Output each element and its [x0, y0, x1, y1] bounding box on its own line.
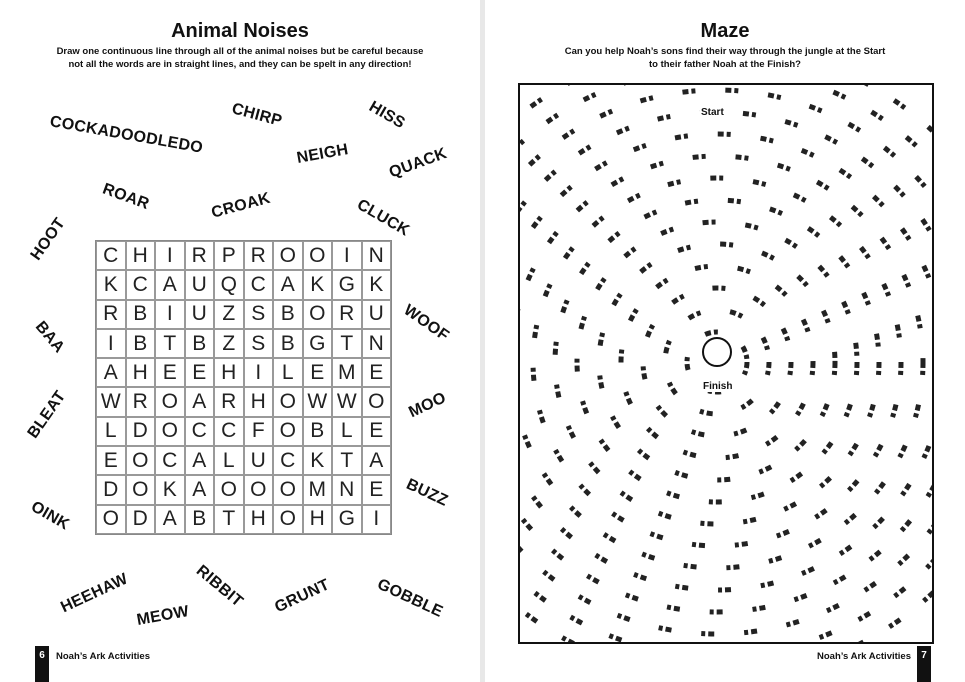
animal-word: CLUCK [354, 196, 413, 240]
animal-word: HOOT [27, 214, 69, 264]
grid-cell[interactable]: I [155, 241, 185, 270]
animal-word: RIBBIT [192, 562, 247, 611]
grid-cell[interactable]: S [244, 329, 274, 358]
grid-cell[interactable]: E [362, 475, 392, 504]
left-page [0, 0, 480, 682]
grid-cell[interactable]: W [303, 387, 333, 416]
grid-cell[interactable]: E [185, 358, 215, 387]
grid-cell[interactable]: B [273, 329, 303, 358]
page-title: Animal Noises [171, 20, 309, 42]
grid-cell[interactable]: H [126, 358, 156, 387]
grid-cell[interactable]: B [185, 329, 215, 358]
grid-cell[interactable]: W [96, 387, 126, 416]
footer-text: Noah’s Ark Activities [817, 651, 911, 662]
animal-word: BUZZ [403, 475, 451, 510]
grid-cell[interactable]: T [214, 505, 244, 534]
grid-cell[interactable]: K [303, 446, 333, 475]
grid-cell[interactable]: L [273, 358, 303, 387]
grid-cell[interactable]: I [96, 329, 126, 358]
start-label: Start [701, 107, 724, 118]
grid-cell[interactable]: A [185, 387, 215, 416]
grid-cell[interactable]: F [244, 417, 274, 446]
instruction-line: not all the words are in straight lines, and they can be spelt in any direction! [68, 59, 412, 70]
instructions [0, 45, 480, 71]
animal-word: COCKADOODLEDO [48, 113, 205, 157]
grid-cell[interactable]: D [96, 475, 126, 504]
grid-cell[interactable]: U [362, 300, 392, 329]
grid-cell[interactable]: K [362, 270, 392, 299]
animal-word: QUACK [386, 144, 450, 182]
grid-cell[interactable]: E [303, 358, 333, 387]
maze-drawing [520, 85, 932, 642]
grid-cell[interactable]: M [303, 475, 333, 504]
grid-cell[interactable]: C [273, 446, 303, 475]
animal-word: ROAR [100, 180, 152, 214]
grid-cell[interactable]: O [126, 446, 156, 475]
grid-cell[interactable]: O [303, 241, 333, 270]
grid-cell[interactable]: O [155, 387, 185, 416]
grid-cell[interactable]: B [303, 417, 333, 446]
grid-cell[interactable]: A [155, 270, 185, 299]
grid-cell[interactable]: E [155, 358, 185, 387]
animal-word: GRUNT [272, 576, 333, 617]
grid-cell[interactable]: L [332, 417, 362, 446]
grid-cell[interactable]: I [362, 505, 392, 534]
grid-cell[interactable]: H [126, 241, 156, 270]
grid-cell[interactable]: H [214, 358, 244, 387]
animal-word: MEOW [135, 602, 191, 629]
grid-cell[interactable]: M [332, 358, 362, 387]
grid-cell[interactable]: K [303, 270, 333, 299]
grid-cell[interactable]: U [244, 446, 274, 475]
grid-cell[interactable]: U [185, 300, 215, 329]
page-title: Maze [700, 20, 750, 42]
grid-cell[interactable]: Q [214, 270, 244, 299]
grid-cell[interactable]: A [96, 358, 126, 387]
grid-cell[interactable]: O [362, 387, 392, 416]
grid-cell[interactable]: G [303, 329, 333, 358]
grid-cell[interactable]: Z [214, 329, 244, 358]
grid-cell[interactable]: C [155, 446, 185, 475]
right-page [485, 0, 965, 682]
grid-cell[interactable]: U [185, 270, 215, 299]
grid-cell[interactable]: E [362, 417, 392, 446]
grid-cell[interactable]: T [155, 329, 185, 358]
word-search-grid[interactable] [95, 240, 392, 535]
animal-word: HEEHAW [58, 570, 131, 617]
animal-word: CROAK [209, 189, 273, 222]
grid-cell[interactable]: W [332, 387, 362, 416]
grid-cell[interactable]: H [303, 505, 333, 534]
grid-cell[interactable]: R [332, 300, 362, 329]
animal-word: CHIRP [229, 100, 284, 130]
instructions [485, 45, 965, 71]
grid-cell[interactable]: H [244, 387, 274, 416]
grid-cell[interactable]: I [155, 300, 185, 329]
grid-cell[interactable]: N [362, 329, 392, 358]
grid-cell[interactable]: C [214, 417, 244, 446]
animal-word: WOOF [400, 301, 452, 345]
grid-cell[interactable]: A [155, 505, 185, 534]
grid-cell[interactable]: K [155, 475, 185, 504]
animal-word: HISS [366, 98, 408, 133]
animal-word: BAA [31, 318, 68, 357]
grid-cell[interactable]: B [273, 300, 303, 329]
grid-cell[interactable]: O [244, 475, 274, 504]
grid-cell[interactable]: E [96, 446, 126, 475]
grid-cell[interactable]: N [362, 241, 392, 270]
animal-word: OINK [28, 498, 73, 534]
grid-cell[interactable]: D [126, 417, 156, 446]
grid-cell[interactable]: C [244, 270, 274, 299]
grid-cell[interactable]: T [332, 329, 362, 358]
grid-cell[interactable]: A [273, 270, 303, 299]
grid-cell[interactable]: P [214, 241, 244, 270]
grid-cell[interactable]: O [214, 475, 244, 504]
grid-cell[interactable]: A [362, 446, 392, 475]
instruction-line: to their father Noah at the Finish? [648, 59, 801, 70]
grid-cell[interactable]: D [126, 505, 156, 534]
grid-cell[interactable]: B [185, 505, 215, 534]
grid-cell[interactable]: R [126, 387, 156, 416]
footer [485, 646, 965, 682]
grid-cell[interactable]: R [214, 387, 244, 416]
grid-cell[interactable]: I [244, 358, 274, 387]
animal-word: GOBBLE [374, 575, 446, 621]
instruction-line: Draw one continuous line through all of the animal noises but be careful because [56, 46, 424, 57]
grid-cell[interactable]: R [185, 241, 215, 270]
grid-cell[interactable]: O [273, 417, 303, 446]
grid-cell[interactable]: R [244, 241, 274, 270]
grid-cell[interactable]: L [96, 417, 126, 446]
grid-cell[interactable]: A [185, 446, 215, 475]
grid-cell[interactable]: G [332, 505, 362, 534]
animal-word: NEIGH [295, 141, 350, 167]
grid-cell[interactable]: O [273, 475, 303, 504]
footer [0, 646, 480, 682]
grid-cell[interactable]: C [96, 241, 126, 270]
grid-cell[interactable]: C [126, 270, 156, 299]
grid-cell[interactable]: K [96, 270, 126, 299]
grid-cell[interactable]: O [96, 505, 126, 534]
finish-label: Finish [703, 381, 733, 392]
page-number: 6 [35, 646, 49, 682]
grid-cell[interactable]: O [273, 505, 303, 534]
grid-cell[interactable]: O [303, 300, 333, 329]
animal-word: BLEAT [24, 387, 70, 442]
maze[interactable] [518, 83, 934, 644]
grid-cell[interactable]: E [362, 358, 392, 387]
grid-cell[interactable]: O [273, 241, 303, 270]
grid-cell[interactable]: O [273, 387, 303, 416]
grid-cell[interactable]: I [332, 241, 362, 270]
grid-cell[interactable]: L [214, 446, 244, 475]
grid-cell[interactable]: B [126, 329, 156, 358]
grid-cell[interactable]: T [332, 446, 362, 475]
grid-cell[interactable]: G [332, 270, 362, 299]
grid-cell[interactable]: N [332, 475, 362, 504]
grid-cell[interactable]: O [155, 417, 185, 446]
page-number: 7 [917, 646, 931, 682]
grid-cell[interactable]: A [185, 475, 215, 504]
grid-cell[interactable]: O [126, 475, 156, 504]
footer-text: Noah’s Ark Activities [56, 651, 150, 662]
animal-word: MOO [406, 389, 449, 422]
grid-cell[interactable]: S [244, 300, 274, 329]
grid-cell[interactable]: Z [214, 300, 244, 329]
grid-cell[interactable]: B [126, 300, 156, 329]
instruction-line: Can you help Noah’s sons find their way through the jungle at the Start [564, 46, 886, 57]
grid-cell[interactable]: R [96, 300, 126, 329]
grid-cell[interactable]: C [185, 417, 215, 446]
grid-cell[interactable]: H [244, 505, 274, 534]
noah-icon [703, 338, 731, 366]
